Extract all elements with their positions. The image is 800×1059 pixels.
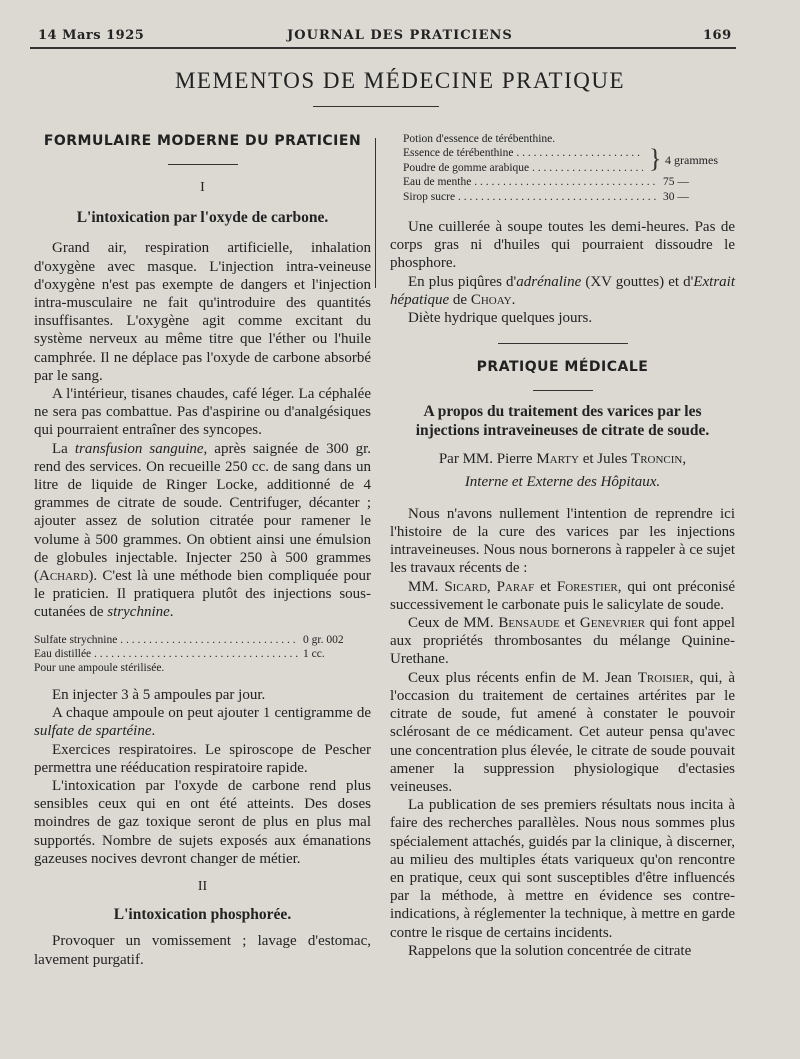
prescription-row: Essence de térébenthine . . . <box>403 146 643 160</box>
column-divider <box>375 138 376 288</box>
section-title-pratique: PRATIQUE MÉDICALE <box>476 359 649 376</box>
part-title-2: L'intoxication phosphorée. <box>113 906 292 924</box>
prescription-terebenthine <box>390 132 735 204</box>
prescription-row: Sirop sucre . . . 30 — <box>403 190 713 204</box>
left-column <box>34 132 371 969</box>
paragraph: Rappelons que la solution concentrée de citrate <box>408 942 692 959</box>
paragraph: Ceux de MM. Bensaude et Genevrier qui font appel aux propriétés thrombosantes du mélange Quinine-Urethane. <box>390 615 735 668</box>
journal-name: JOURNAL DES PRATICIENS <box>287 28 513 43</box>
section-rule <box>168 164 238 165</box>
prescription-row: Poudre de gomme arabique . . . <box>403 161 643 175</box>
section-rule <box>533 390 593 391</box>
title-rule <box>313 106 439 107</box>
part-numeral-1: I <box>200 180 205 195</box>
paragraph: Provoquer un vomissement ; lavage d'estomac, lavement purgatif. <box>34 933 371 968</box>
paragraph: Diète hydrique quelques jours. <box>408 310 593 327</box>
paragraph: Grand air, respiration artificielle, inhalation d'oxygène avec masque. L'injection intra-veineuse d'oxygène n'est pas exempte de dangers et l'injection intra-musculaire ne fait qu'introduire des quantités insuffisantes. L'oxygène agit comme excitant du système nerveux au même titre que l'éther ou l'huile camphrée. Il ne déplace pas l'oxyde de carbone absorbé par le sang. <box>34 240 371 384</box>
paragraph: En injecter 3 à 5 ampoules par jour. <box>52 686 266 703</box>
page-number: 169 <box>703 28 732 43</box>
prescription-row: Sulfate strychnine . . . 0 gr. 002 <box>34 633 371 647</box>
prescription-note: Pour une ampoule stérilisée. <box>34 662 165 675</box>
paragraph: En plus piqûres d'adrénaline (XV gouttes) et d'Extrait hépatique de Choay. <box>390 273 735 308</box>
paragraph: Nous n'avons nullement l'intention de reprendre ici l'histoire de la cure des varices par les injections intraveineuses. Nous nous bornerons à rappeler à ce sujet les travaux récents de : <box>390 505 735 577</box>
prescription-strychnine <box>34 633 371 676</box>
section-rule <box>498 343 628 344</box>
header-rule <box>30 47 736 49</box>
article-byline: Par MM. Pierre Marty et Jules Troncin, <box>438 451 687 468</box>
page-title: MEMENTOS DE MÉDECINE PRATIQUE <box>174 68 626 93</box>
paragraph: La publication de ses premiers résultats nous incita à faire des recherches parallèles. Nous nous sommes plus spécialement attachés, guidés par la clinique, à discerner, au milieu des multiples états variqueux qu'on rencontre en pratique, ceux qui sont susceptibles d'être influencés par la méthode, à mettre en évidence ses contre-indications, à réglementer la technique, à mettre en garde contre le risque de certains incidents. <box>390 797 735 941</box>
prescription-braced-rows <box>403 146 735 175</box>
right-column <box>390 132 735 960</box>
part-title-1: L'intoxication par l'oxyde de carbone. <box>76 209 329 227</box>
section-title-formulaire: FORMULAIRE MODERNE DU PRATICIEN <box>43 133 362 149</box>
paragraph: MM. Sicard, Paraf et Forestier, qui ont préconisé successivement le carbonate puis le salicylate de soude. <box>390 578 736 613</box>
paragraph: Ceux plus récents enfin de M. Jean Troisier, qui, à l'occasion du traitement de certaines artérites par le citrate de soude, fut amené à constater le pouvoir sclérosant de ce médicament. Cet auteur pensa qu'avec une concentration plus élevée, le citrate de soude pouvait amener la suppression physiologique d'ectasies veineuses. <box>390 669 735 795</box>
paragraph: A chaque ampoule on peut ajouter 1 centigramme de sulfate de spartéine. <box>34 705 371 740</box>
issue-date: 14 Mars 1925 <box>38 28 145 43</box>
part-numeral-2: II <box>197 878 208 894</box>
paragraph: La transfusion sanguine, après saignée de 300 gr. rend des services. On recueille 250 cc. de sang dans un litre de liquide de Ringer Locke, additionné de 4 grammes de citrate de soude. Centrifuger, décanter ; ajouter assez de solution citratée pour ramener le volume à 500 grammes. On obtient ainsi une émulsion de globules injectable. Injecter 250 à 500 grammes (Achard). C'est là une méthode bien compliquée pour le praticien. Il pratiquera plutôt des injections sous-cutanées de strychnine. <box>34 440 372 621</box>
prescription-title: Potion d'essence de térébenthine. <box>403 133 556 145</box>
article-affiliation: Interne et Externe des Hôpitaux. <box>464 473 661 490</box>
prescription-row: Eau distillée . . . 1 cc. <box>34 647 371 661</box>
prescription-brace-value: 4 grammes <box>665 153 718 168</box>
paragraph: A l'intérieur, tisanes chaudes, café léger. La céphalée ne sera pas combattue. Pas d'aspirine ou d'analgésiques qui pourraient entraîner des syncopes. <box>34 386 371 439</box>
brace-icon: } <box>649 144 662 174</box>
paragraph: L'intoxication par l'oxyde de carbone rend plus sensibles ceux qui en ont été atteints. Des doses moindres de gaz toxique seront de plus en plus mal supportés. Nombre de sujets exposés aux émanations gazeuses nocives devront changer de métier. <box>34 777 371 867</box>
article-title: A propos du traitement des varices par les injections intraveineuses de citrate de soude. <box>415 403 710 439</box>
prescription-row: Eau de menthe . . . 75 — <box>403 175 713 189</box>
paragraph: Une cuillerée à soupe toutes les demi-heures. Pas de corps gras ni d'huiles qui pourraient dissoudre le phosphore. <box>390 219 735 272</box>
paragraph: Exercices respiratoires. Le spiroscope de Pescher permettra une rééducation respiratoire rapide. <box>34 741 371 776</box>
